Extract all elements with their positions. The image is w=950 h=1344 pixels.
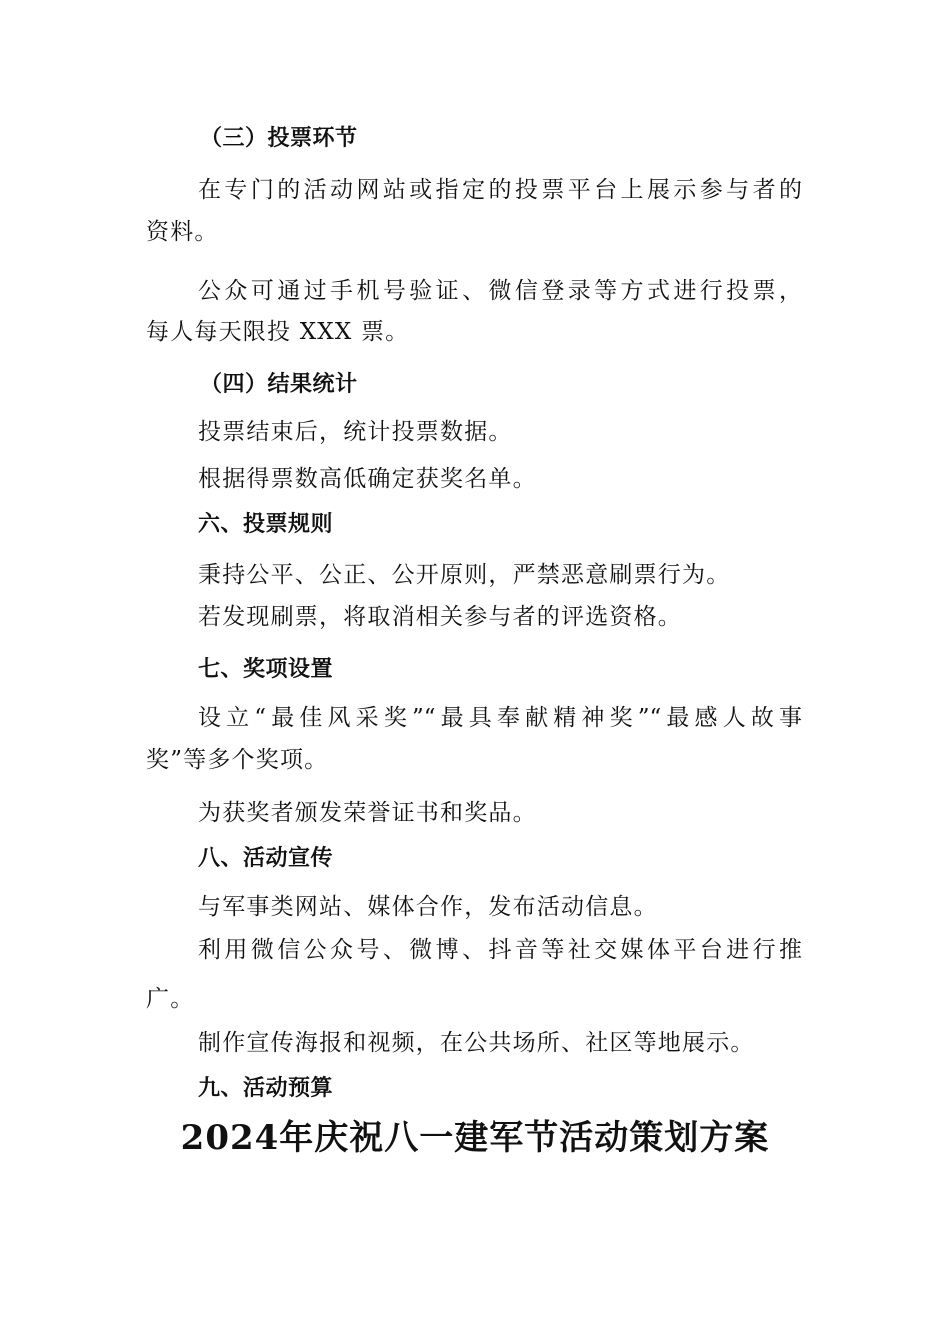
- section-heading-results: （四）结果统计: [200, 372, 358, 397]
- paragraph-line: 设立“最佳风采奖”“最具奉献精神奖”“最感人故事: [198, 705, 802, 731]
- paragraph-line: 制作宣传海报和视频，在公共场所、社区等地展示。: [198, 1030, 755, 1056]
- paragraph-line: 公众可通过手机号验证、微信登录等方式进行投票，: [198, 278, 802, 304]
- paragraph-line: 每人每天限投 XXX 票。: [146, 319, 410, 345]
- paragraph-line: 秉持公平、公正、公开原则，严禁恶意刷票行为。: [198, 562, 731, 588]
- section-heading-awards: 七、奖项设置: [198, 657, 334, 682]
- paragraph-line: 若发现刷票，将取消相关参与者的评选资格。: [198, 604, 682, 630]
- paragraph-line: 在专门的活动网站或指定的投票平台上展示参与者的: [198, 177, 802, 203]
- paragraph-line: 为获奖者颁发荣誉证书和奖品。: [198, 800, 537, 826]
- paragraph-line: 资料。: [146, 219, 219, 245]
- paragraph-line: 奖”等多个奖项。: [146, 747, 329, 773]
- section-heading-rules: 六、投票规则: [198, 512, 334, 537]
- section-heading-budget: 九、活动预算: [198, 1076, 334, 1101]
- document-title: 2024年庆祝八一建军节活动策划方案: [180, 1118, 770, 1158]
- section-heading-voting: （三）投票环节: [200, 126, 358, 151]
- paragraph-line: 投票结束后，统计投票数据。: [198, 419, 513, 445]
- paragraph-line: 广。: [146, 986, 195, 1012]
- paragraph-line: 利用微信公众号、微博、抖音等社交媒体平台进行推: [198, 937, 802, 963]
- paragraph-line: 与军事类网站、媒体合作，发布活动信息。: [198, 894, 658, 920]
- paragraph-line: 根据得票数高低确定获奖名单。: [198, 466, 537, 492]
- section-heading-promotion: 八、活动宣传: [198, 846, 334, 871]
